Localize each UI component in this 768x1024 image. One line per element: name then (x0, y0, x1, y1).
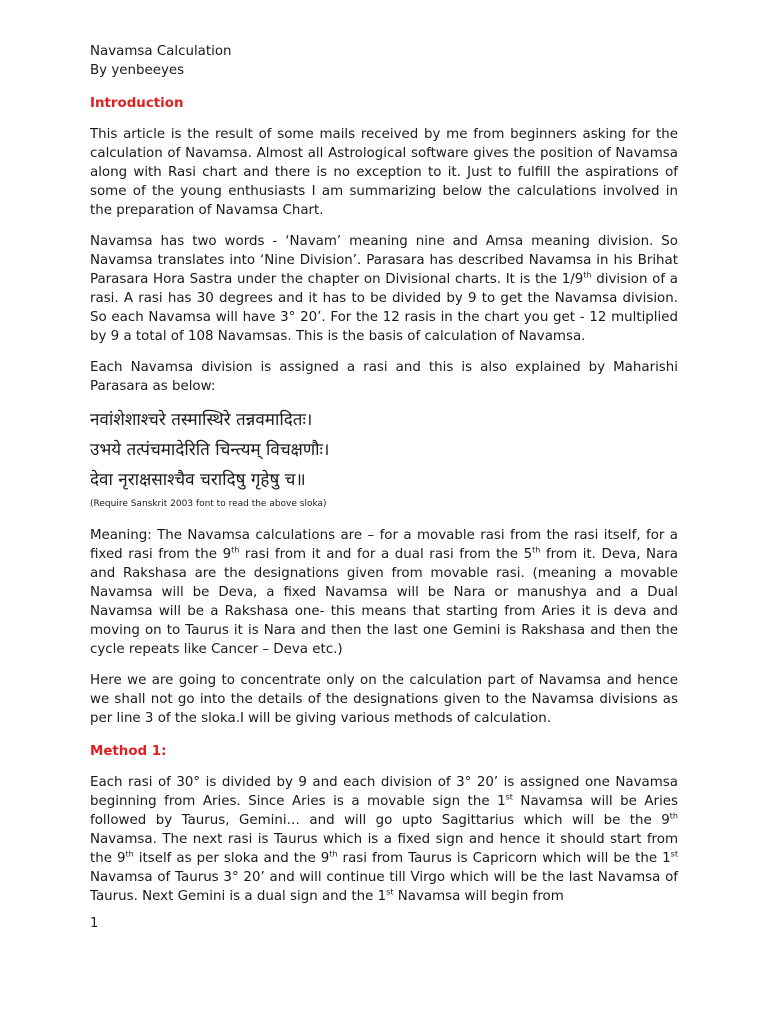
paragraph-intro: This article is the result of some mails received by me from beginners asking for the calculation of Navamsa. Almost all Astrological software gives the position of Navamsa along with Rasi chart and there is no exception to it. Just to fulfill the aspirations of some of the young enthusiasts I am summarizing below the calculations involved in the preparation of Navamsa Chart. (90, 127, 678, 218)
method-1-heading: Method 1: (90, 744, 167, 759)
document-author: By yenbeeyes (90, 63, 185, 78)
document-page (90, 42, 678, 918)
introduction-heading: Introduction (90, 96, 184, 111)
sloka-line: नवांशेशाश्चरे तस्मास्थिरे तन्नवमादितः। (90, 410, 313, 430)
paragraph-navamsa-definition: Navamsa has two words - ‘Navam’ meaning nine and Amsa meaning division. So Navamsa translates into ‘Nine Division’. Parasara has described Navamsa in his Brihat Parasara Hora Sastra under the chapter on Divisional charts. It is the 1/9th division of a rasi. A rasi has 30 degrees and it has to be divided by 9 to get the Navamsa division. So each Navamsa will have 3° 20’. For the 12 rasis in the chart you get - 12 multiplied by 9 a total of 108 Navamsas. This is the basis of calculation of Navamsa. (90, 234, 679, 344)
paragraph-rasi-assignment: Each Navamsa division is assigned a rasi and this is also explained by Maharishi Parasara as below: (90, 360, 678, 394)
paragraph-meaning: Meaning: The Navamsa calculations are – for a movable rasi from the rasi itself, for a fixed rasi from the 9th rasi from it and for a dual rasi from the 5th from it. Deva, Nara and Rakshasa are the designations given from movable rasi. (meaning a movable Navamsa will be Deva, a fixed Navamsa will be Nara or manushya and a Dual Navamsa will be a Rakshasa one- this means that starting from Aries it is deva and moving on to Taurus it is Nara and then the last one Gemini is Rakshasa and then the cycle repeats like Cancer – Deva etc.) (90, 528, 678, 657)
font-requirement-note: (Require Sanskrit 2003 font to read the above sloka) (90, 499, 327, 509)
document-title: Navamsa Calculation (90, 44, 232, 59)
sloka-line: देवा नृराक्षसाश्चैव चरादिषु गृहेषु च॥ (90, 470, 306, 490)
sanskrit-sloka (90, 408, 678, 492)
paragraph-scope: Here we are going to concentrate only on the calculation part of Navamsa and hence we shall not go into the details of the designations given to the Navamsa divisions as per line 3 of the sloka.I will be giving various methods of calculation. (90, 673, 678, 726)
page-number: 1 (90, 916, 99, 931)
paragraph-method-1: Each rasi of 30° is divided by 9 and each division of 3° 20’ is assigned one Navamsa beginning from Aries. Since Aries is a movable sign the 1st Navamsa will be Aries followed by Taurus, Gemini… and will go upto Sagittarius which will be the 9th Navamsa. The next rasi is Taurus which is a fixed sign and hence it should start from the 9th itself as per sloka and the 9th rasi from Taurus is Capricorn which will be the 1st Navamsa of Taurus 3° 20’ and will continue till Virgo which will be the last Navamsa of Taurus. Next Gemini is a dual sign and the 1st Navamsa will begin from (90, 775, 679, 904)
sloka-line: उभये तत्पंचमादेरिति चिन्त्यम् विचक्षणौः। (90, 440, 330, 460)
